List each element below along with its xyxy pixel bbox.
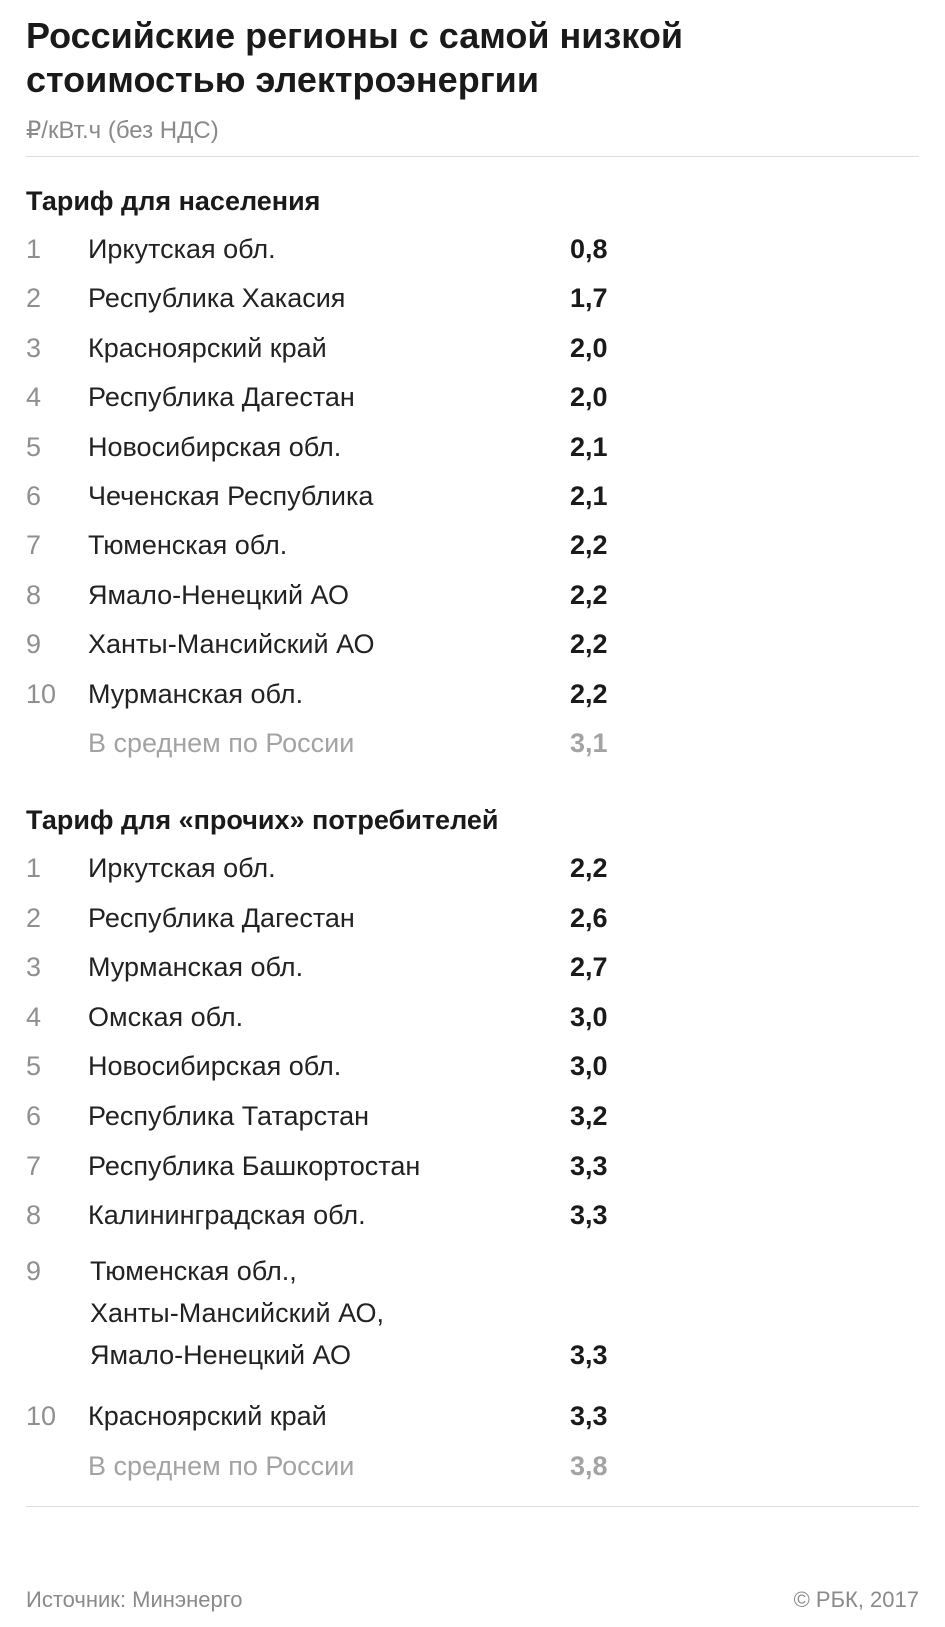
row-value: 3,3: [570, 1150, 608, 1181]
row-value: 3,0: [570, 1001, 608, 1032]
row-value: 2,2: [570, 853, 608, 883]
row-value: 1,7: [570, 283, 608, 314]
row-region: Республика Татарстан: [88, 1101, 370, 1131]
row-region: Иркутская обл.: [88, 853, 276, 883]
row-rank: 1: [26, 234, 42, 264]
row-region: Красноярский край: [88, 1401, 327, 1432]
row-rank: 5: [26, 1051, 42, 1082]
row-rank: 6: [26, 481, 42, 511]
row-value: 2,2: [570, 530, 608, 561]
row-region: Республика Башкортостан: [88, 1150, 421, 1181]
row-region: Красноярский край: [88, 332, 327, 363]
row-region: Тюменская обл.: [88, 530, 288, 561]
row-value: 2,1: [570, 431, 608, 462]
bottom-divider: [26, 1506, 919, 1507]
section-title-other-consumers: Тариф для «прочих» потребителей: [26, 805, 499, 835]
row-value: 3,3: [570, 1339, 608, 1370]
row-rank: 8: [26, 1200, 42, 1231]
row-region: Республика Хакасия: [88, 283, 346, 314]
average-label: В среднем по России: [88, 728, 355, 758]
row-rank: 8: [26, 579, 42, 610]
row-region: Республика Дагестан: [88, 902, 355, 933]
row-rank: 2: [26, 902, 42, 933]
row-region: Калининградская обл.: [88, 1200, 366, 1231]
row-rank: 5: [26, 431, 42, 462]
row-value: 3,2: [570, 1101, 608, 1131]
row-region: Тюменская обл., Ханты-Мансийский АО, Ямало-Ненецкий АО: [90, 1255, 384, 1370]
row-value: 3,3: [570, 1401, 608, 1432]
average-value: 3,8: [570, 1451, 608, 1481]
row-rank: 7: [26, 530, 42, 561]
row-value: 2,1: [570, 481, 608, 511]
section-title-population: Тариф для населения: [26, 186, 321, 216]
row-value: 2,2: [570, 678, 608, 709]
row-value: 2,2: [570, 629, 608, 660]
row-region: Новосибирская обл.: [88, 431, 342, 462]
row-region: Омская обл.: [88, 1001, 244, 1032]
average-label: В среднем по России: [88, 1451, 355, 1481]
row-rank: 9: [26, 1255, 42, 1286]
row-rank: 3: [26, 332, 42, 363]
row-rank: 10: [26, 678, 57, 709]
row-rank: 10: [26, 1401, 57, 1432]
row-value: 2,0: [570, 332, 608, 363]
row-rank: 4: [26, 1001, 42, 1032]
row-region: Республика Дагестан: [88, 382, 355, 413]
source-note: Источник: Минэнерго: [26, 1587, 243, 1612]
row-value: 3,3: [570, 1200, 608, 1231]
row-value: 3,0: [570, 1051, 608, 1082]
units-subtitle: ₽/кВт.ч (без НДС): [26, 117, 219, 144]
row-rank: 1: [26, 853, 42, 883]
row-region: Новосибирская обл.: [88, 1051, 342, 1082]
row-rank: 6: [26, 1101, 42, 1131]
row-rank: 9: [26, 629, 42, 660]
row-value: 2,2: [570, 579, 608, 610]
row-value: 2,7: [570, 952, 608, 983]
row-region: Мурманская обл.: [88, 952, 304, 983]
row-rank: 3: [26, 952, 42, 983]
row-value: 0,8: [570, 234, 608, 264]
row-region: Ямало-Ненецкий АО: [88, 579, 349, 610]
row-rank: 2: [26, 283, 42, 314]
row-region: Чеченская Республика: [88, 481, 374, 511]
row-value: 2,0: [570, 382, 608, 413]
row-region: Иркутская обл.: [88, 234, 276, 264]
copyright-note: © РБК, 2017: [793, 1587, 919, 1612]
top-divider: [26, 156, 919, 157]
average-value: 3,1: [570, 728, 608, 758]
page-title: Российские регионы с самой низкой стоимостью электроэнергии: [26, 15, 683, 100]
row-region: Мурманская обл.: [88, 678, 304, 709]
row-rank: 4: [26, 382, 42, 413]
row-region: Ханты-Мансийский АО: [88, 629, 375, 660]
row-rank: 7: [26, 1150, 42, 1181]
row-value: 2,6: [570, 902, 608, 933]
